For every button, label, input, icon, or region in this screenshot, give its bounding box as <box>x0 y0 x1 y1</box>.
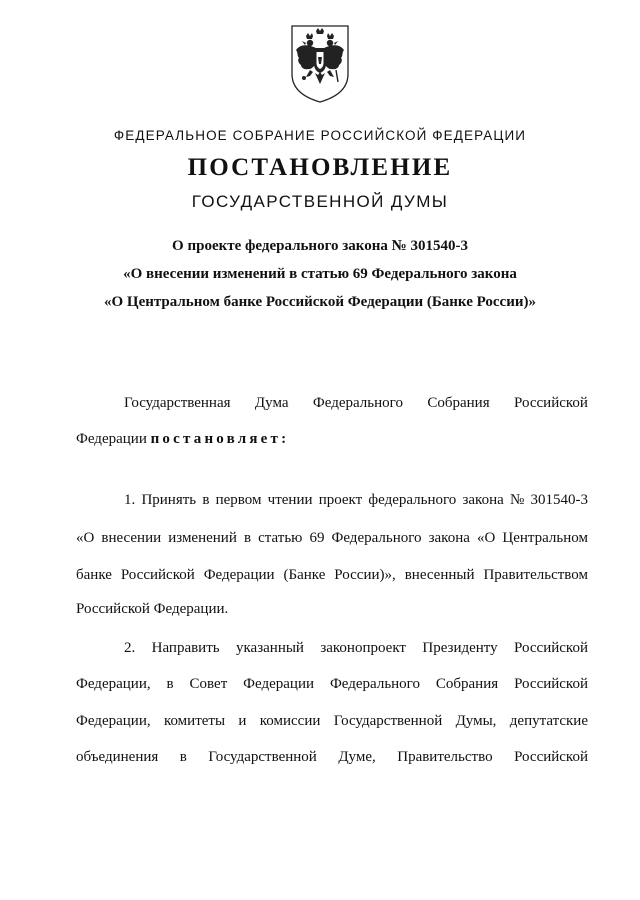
word: «О <box>76 530 95 546</box>
paragraph-2-line-2 <box>76 676 588 693</box>
word: Президенту <box>422 640 498 656</box>
word: внесенный <box>404 567 475 583</box>
word: Принять <box>141 492 197 508</box>
word: России)», <box>334 567 396 583</box>
word: внесении <box>101 530 162 546</box>
word: «О <box>476 530 496 546</box>
word: в <box>243 530 252 546</box>
double-headed-eagle-icon <box>286 22 354 104</box>
preamble-line-2 <box>76 431 289 448</box>
word: изменений <box>168 530 237 546</box>
word: Российской <box>514 676 588 692</box>
paragraph-1-line-1 <box>124 492 588 509</box>
word: объединения <box>76 749 159 765</box>
word: Федерации, <box>76 676 151 692</box>
word: в <box>166 676 174 692</box>
preamble-word: Российской <box>514 395 588 411</box>
word: Правительство <box>397 749 493 765</box>
word: 301540-3 <box>530 492 588 508</box>
preamble-word: Федерального <box>312 395 403 411</box>
heading-line-3: «О Центральном банке Российской Федерации (Банке России)» <box>103 294 536 310</box>
resolves-text: постановляет: <box>150 431 290 447</box>
paragraph-1-line-2 <box>76 530 588 547</box>
word: Думе, <box>338 749 376 765</box>
paragraph-2-line-1 <box>124 640 588 657</box>
word: Государственной <box>333 713 443 729</box>
coat-of-arms-emblem <box>286 22 354 104</box>
word: 1. <box>124 492 136 508</box>
word: (Банке <box>283 567 326 583</box>
word: закона <box>428 530 470 546</box>
word: Российской <box>514 640 588 656</box>
word: Федерации, <box>76 713 151 729</box>
word: Правительством <box>483 567 588 583</box>
document-title: ПОСТАНОВЛЕНИЕ <box>187 154 453 181</box>
word: № <box>509 492 525 508</box>
preamble-word: Государственная <box>124 395 231 411</box>
paragraph-2-line-4 <box>76 749 588 766</box>
heading-line-1: О проекте федерального закона № 301540-3 <box>172 238 468 254</box>
word: чтении <box>267 492 313 508</box>
word: Российской <box>514 749 588 765</box>
preamble-federation: Федерации <box>76 431 147 447</box>
preamble-word: Дума <box>254 395 289 411</box>
word: 69 <box>309 530 325 546</box>
word: проект <box>318 492 363 508</box>
paragraph-1-line-4: Российской Федерации. <box>76 601 229 617</box>
word: комитеты <box>163 713 226 729</box>
word: статью <box>258 530 303 546</box>
word: Федерации <box>203 567 275 583</box>
word: в <box>202 492 210 508</box>
word: первом <box>215 492 262 508</box>
paragraph-1-line-3 <box>76 567 588 584</box>
preamble-word: Собрания <box>427 395 490 411</box>
word: банке <box>76 567 112 583</box>
word: Федерации <box>243 676 315 692</box>
preamble-line-1 <box>124 395 588 412</box>
word: Центральном <box>502 530 588 546</box>
word: Российской <box>120 567 195 583</box>
document-subtitle: ГОСУДАРСТВЕННОЙ ДУМЫ <box>191 192 449 211</box>
word: законопроект <box>320 640 406 656</box>
word: Федерального <box>331 530 422 546</box>
word: депутатские <box>509 713 588 729</box>
organization-name: ФЕДЕРАЛЬНОЕ СОБРАНИЕ РОССИЙСКОЙ ФЕДЕРАЦИИ <box>113 128 527 143</box>
word: федерального <box>368 492 457 508</box>
word: в <box>179 749 187 765</box>
word: Федерального <box>329 676 420 692</box>
word: Собрания <box>435 676 499 692</box>
word: закона <box>462 492 504 508</box>
word: Направить <box>151 640 220 656</box>
paragraph-2-line-3 <box>76 713 588 730</box>
word: Совет <box>189 676 228 692</box>
word: Думы, <box>455 713 497 729</box>
word: 2. <box>124 640 136 656</box>
word: указанный <box>235 640 304 656</box>
word: и <box>238 713 247 729</box>
heading-line-2: «О внесении изменений в статью 69 Федерального закона <box>123 266 517 282</box>
word: комиссии <box>259 713 321 729</box>
word: Государственной <box>208 749 317 765</box>
